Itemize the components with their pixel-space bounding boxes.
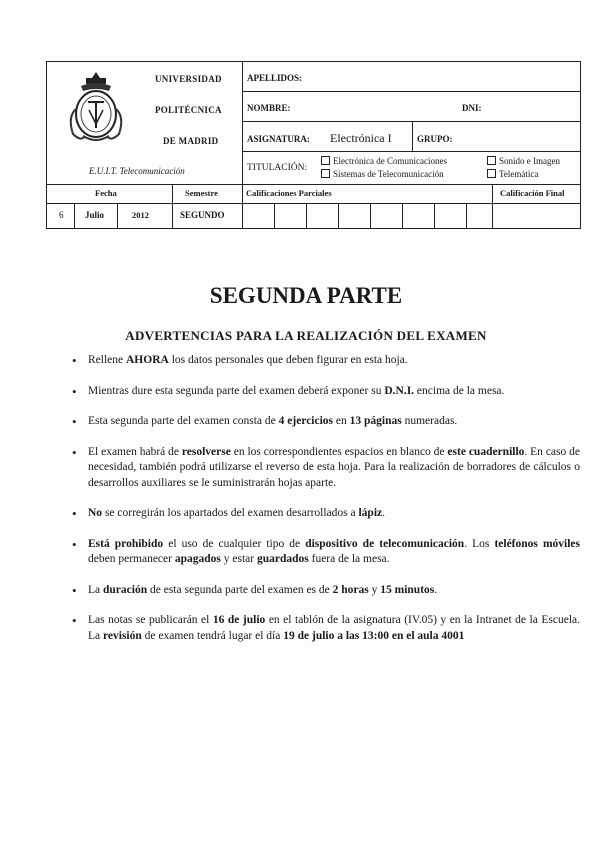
university-block (47, 62, 243, 184)
titulacion-option-electronica[interactable]: Electrónica de Comunicaciones (321, 156, 447, 166)
instruction-item: • Esta segunda parte del examen consta de 4 ejercicios en 13 páginas numeradas. (70, 414, 580, 430)
school-name: E.U.I.T. Telecomunicación (89, 166, 185, 176)
university-line-2: POLITÉCNICA (155, 105, 222, 115)
date-day: 6 (59, 210, 64, 220)
university-line-1: UNIVERSIDAD (155, 74, 222, 84)
asignatura-value: Electrónica I (330, 131, 392, 145)
apellidos-label: APELLIDOS: (247, 73, 303, 83)
instruction-item: • El examen habrá de resolverse en los correspondientes espacios en blanco de este cuadernillo. En caso de necesidad, también podrá utilizarse el reverso de esta hoja. Para la realización de borradores de cálculos o desarrollos auxiliares se le suministrarán hojas aparte. (70, 445, 580, 492)
instruction-item: • Rellene AHORA los datos personales que deben figurar en esta hoja. (70, 353, 580, 369)
titulacion-label: TITULACIÓN: (247, 163, 308, 173)
titulacion-option-sonido[interactable]: Sonido e Imagen (487, 156, 560, 166)
instruction-item: • No se corregirán los apartados del examen desarrollados a lápiz. (70, 506, 580, 522)
dni-label: DNI: (462, 103, 482, 113)
nombre-label: NOMBRE: (247, 103, 291, 113)
fecha-label: Fecha (95, 188, 117, 198)
page-title: SEGUNDA PARTE (209, 283, 403, 308)
instructions-list (70, 353, 580, 644)
date-month: Julio (85, 210, 105, 220)
instruction-item: • La duración de esta segunda parte del examen es de 2 horas y 15 minutos. (70, 583, 580, 599)
semestre-label: Semestre (185, 188, 218, 198)
date-year: 2012 (132, 210, 149, 220)
titulacion-option-telematica[interactable]: Telemática (487, 169, 538, 179)
asignatura-label: ASIGNATURA: (247, 134, 310, 144)
grades-table (47, 184, 580, 228)
titulacion-option-sistemas[interactable]: Sistemas de Telecomunicación (321, 169, 444, 179)
instruction-item: • Mientras dure esta segunda parte del examen deberá exponer su D.N.I. encima de la mesa. (70, 384, 580, 400)
instruction-item: • Está prohibido el uso de cualquier tipo de dispositivo de telecomunicación. Los teléfonos móviles deben permanecer apagados y estar guardados fuera de la mesa. (70, 537, 580, 568)
calificaciones-parciales-label: Calificaciones Parciales (246, 188, 332, 198)
instruction-item: • Las notas se publicarán el 16 de julio en el tablón de la asignatura (IV.05) y en la Intranet de la Escuela. La revisión de examen tendrá lugar el día 19 de julio a las 13:00 en el aula 4001 (70, 613, 580, 644)
calificacion-final-label: Calificación Final (500, 188, 565, 198)
grupo-label: GRUPO: (417, 134, 453, 144)
university-crest-icon (63, 70, 129, 146)
exam-header-form (46, 61, 581, 229)
university-line-3: DE MADRID (163, 136, 219, 146)
page-subtitle: ADVERTENCIAS PARA LA REALIZACIÓN DEL EXAMEN (125, 328, 487, 343)
semestre-value: SEGUNDO (180, 210, 225, 220)
